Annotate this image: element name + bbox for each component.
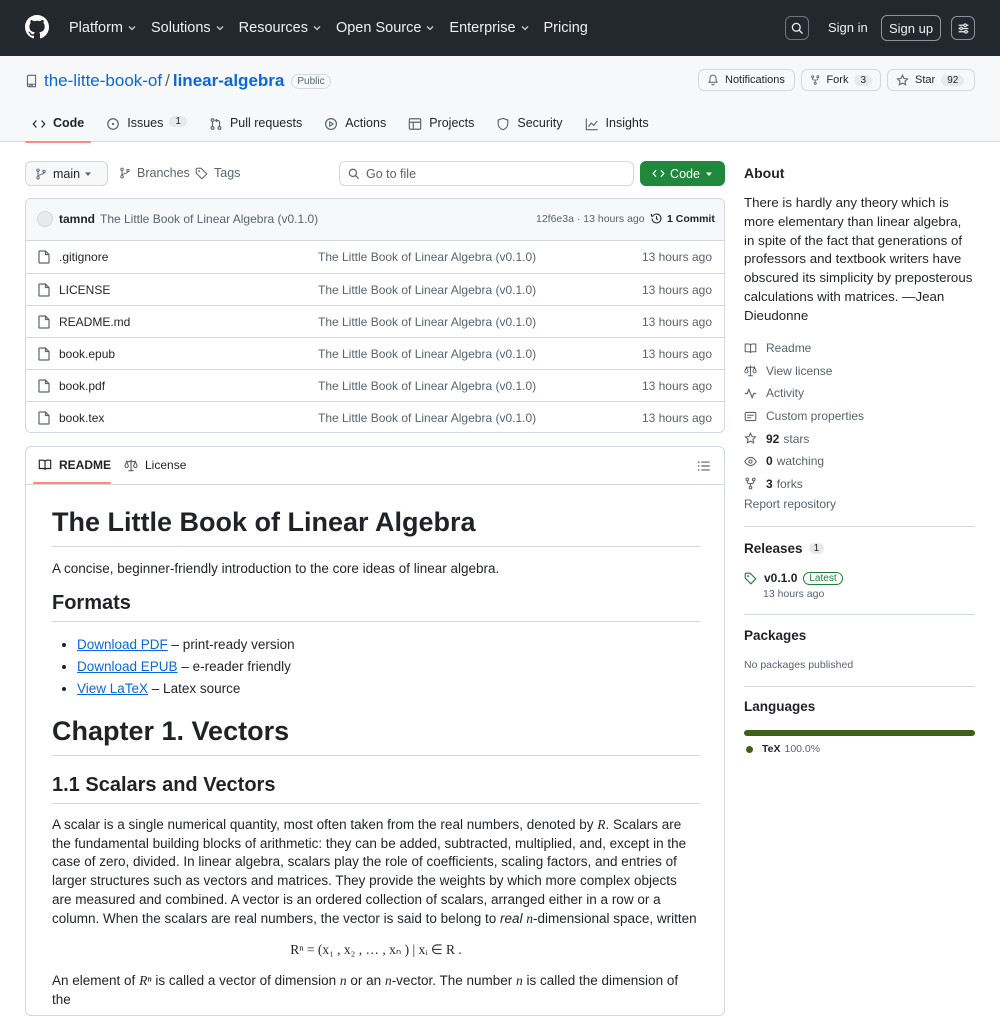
chevron-down-icon <box>425 23 435 33</box>
github-logo-icon[interactable] <box>25 15 49 39</box>
chevron-down-icon <box>127 23 137 33</box>
release-tagline <box>744 571 975 585</box>
code-button-label: Code <box>670 166 700 181</box>
packages-heading[interactable]: Packages <box>744 628 807 643</box>
nav-open-source-label: Open Source <box>335 20 422 36</box>
nav-platform-label: Platform <box>69 20 123 36</box>
tag-icon <box>744 572 757 585</box>
readme-tabs <box>26 447 724 485</box>
code-dropdown-button[interactable] <box>640 161 725 186</box>
tags-link[interactable] <box>195 166 240 180</box>
release-date: 13 hours ago <box>763 588 825 600</box>
file-icon <box>38 250 50 264</box>
releases-count: 1 <box>809 543 825 554</box>
readme-content <box>52 507 700 1010</box>
nav-resources[interactable] <box>239 20 322 36</box>
readme-link[interactable] <box>744 337 975 360</box>
list-icon[interactable] <box>697 459 711 473</box>
bell-icon <box>707 74 719 86</box>
list-item <box>77 656 700 678</box>
file-icon <box>38 411 50 425</box>
forks-count: 3 <box>766 476 773 491</box>
divider <box>744 526 975 527</box>
file-commit-message[interactable]: The Little Book of Linear Algebra (v0.1.0) <box>318 347 537 361</box>
star-icon <box>896 74 909 87</box>
format-description: – e-reader friendly <box>177 659 291 674</box>
active-tab-underline <box>33 482 111 484</box>
shield-icon <box>496 117 510 131</box>
tab-issues[interactable] <box>99 112 194 142</box>
format-description: – Latex source <box>148 681 241 696</box>
sliders-icon <box>957 22 970 35</box>
list-item <box>77 634 700 656</box>
watching-count: 0 <box>766 454 773 469</box>
table-row[interactable] <box>26 401 724 433</box>
nav-solutions[interactable] <box>151 20 225 36</box>
text-span: -dimensional space, written <box>533 910 697 926</box>
file-list <box>26 241 724 433</box>
search-icon <box>348 168 360 180</box>
scale-icon <box>124 458 138 472</box>
license-link-label: View license <box>766 363 833 378</box>
repo-tabs <box>25 112 664 142</box>
book-icon <box>744 342 757 355</box>
about-heading: About <box>744 165 785 181</box>
file-name-link[interactable]: .gitignore <box>59 250 109 264</box>
readme-title: The Little Book of Linear Algebra <box>52 507 700 547</box>
issues-count: 1 <box>169 116 187 127</box>
paragraph <box>52 816 700 928</box>
commit-sha-time[interactable]: 12f6e3a · 13 hours ago <box>536 213 645 225</box>
commit-author[interactable]: tamnd <box>59 212 95 226</box>
file-commit-message[interactable]: The Little Book of Linear Algebra (v0.1.0) <box>318 283 537 297</box>
top-navbar <box>0 0 1000 56</box>
code-icon <box>652 167 665 180</box>
file-commit-date: 13 hours ago <box>641 411 712 425</box>
download-epub-link[interactable]: Download EPUB <box>77 659 178 674</box>
file-icon <box>38 315 50 329</box>
text-span: is called the dimension of the <box>52 973 679 1007</box>
fork-button[interactable] <box>801 69 881 91</box>
divider <box>744 686 975 687</box>
file-commit-date: 13 hours ago <box>641 379 712 393</box>
fork-label: Fork <box>826 74 849 86</box>
tag-icon <box>195 167 208 180</box>
nav-pricing-label: Pricing <box>543 20 588 36</box>
math-symbol: Rⁿ <box>139 973 152 989</box>
branch-icon <box>35 168 47 180</box>
fork-icon <box>810 74 820 86</box>
nav-enterprise[interactable] <box>449 20 529 36</box>
language-percent: 100.0% <box>784 743 821 755</box>
readme-lead: A concise, beginner-friendly introduction to the core ideas of linear algebra. <box>52 561 500 576</box>
tab-code-label: Code <box>53 116 85 130</box>
visibility-badge: Public <box>291 74 330 89</box>
file-commit-message[interactable]: The Little Book of Linear Algebra (v0.1.0) <box>318 379 537 393</box>
code-icon <box>32 117 46 131</box>
tab-insights-label: Insights <box>605 116 649 130</box>
divider <box>744 614 975 615</box>
star-icon <box>744 432 757 445</box>
chevron-down-icon <box>215 23 225 33</box>
tab-pull-requests-label: Pull requests <box>229 116 303 130</box>
language-color-dot <box>746 746 753 753</box>
graph-icon <box>585 117 599 131</box>
latest-commit-bar <box>26 199 724 241</box>
note-icon <box>744 410 757 423</box>
emphasis: real <box>499 910 523 926</box>
latest-badge: Latest <box>803 572 842 585</box>
star-label: Star <box>915 74 936 86</box>
text-span: . Scalars are the fundamental building blocks of arithmetic: they can be added, subtracted, multiplied, and, except in the case of zero, divided. In linear algebra, scalars play the role of coefficients, scaling factors, and entries of larger structures such as vectors and matrices. They provide the weights by which more complex objects are measured and combined. A vector is an ordered collection of scalars, arranged either in a row or a column. When the scalars are real numbers, the vector is said to belong to <box>52 817 687 926</box>
tab-code[interactable] <box>25 112 91 142</box>
report-repository-link[interactable]: Report repository <box>744 497 837 511</box>
list-item <box>77 678 700 700</box>
avatar[interactable] <box>37 211 53 227</box>
tags-label: Tags <box>214 166 241 180</box>
menu-button[interactable] <box>951 16 975 40</box>
tab-security[interactable] <box>489 112 569 142</box>
nav-pricing[interactable] <box>544 20 588 36</box>
license-link[interactable] <box>744 360 975 383</box>
search-icon <box>791 22 804 35</box>
nav-solutions-label: Solutions <box>151 20 211 36</box>
tab-insights[interactable] <box>578 112 656 142</box>
nav-resources-label: Resources <box>238 20 308 36</box>
file-icon <box>38 379 50 393</box>
file-name-link[interactable]: book.tex <box>59 411 105 425</box>
file-commit-message[interactable]: The Little Book of Linear Algebra (v0.1.0) <box>318 315 537 329</box>
tab-actions[interactable] <box>317 112 393 142</box>
star-count: 92 <box>941 75 964 86</box>
caret-down-icon <box>84 170 92 178</box>
forks-link[interactable] <box>744 473 975 496</box>
release-tag: v0.1.0 <box>764 571 798 585</box>
language-name: TeX <box>762 743 781 755</box>
tab-readme-label: README <box>59 458 112 472</box>
language-item[interactable] <box>744 743 975 755</box>
table-row[interactable] <box>26 273 724 305</box>
file-commit-message[interactable]: The Little Book of Linear Algebra (v0.1.0) <box>318 411 537 425</box>
repo-header <box>0 56 1000 142</box>
activity-link[interactable] <box>744 382 975 405</box>
tab-projects[interactable] <box>401 112 481 142</box>
chapter-heading: Chapter 1. Vectors <box>52 716 700 756</box>
file-name-link[interactable]: book.pdf <box>59 379 106 393</box>
table-row[interactable] <box>26 241 724 273</box>
table-row[interactable] <box>26 337 724 369</box>
repo-title <box>25 71 331 91</box>
file-commit-date: 13 hours ago <box>641 283 712 297</box>
languages-heading: Languages <box>744 699 816 714</box>
nav-open-source[interactable] <box>336 20 435 36</box>
branches-link[interactable] <box>119 166 190 180</box>
book-icon <box>38 458 52 472</box>
file-icon <box>38 347 50 361</box>
file-commit-date: 13 hours ago <box>641 250 712 264</box>
formats-heading: Formats <box>52 592 700 622</box>
stars-count: 92 <box>766 431 780 446</box>
file-browser <box>25 198 725 433</box>
about-links <box>744 337 975 495</box>
view-latex-link[interactable]: View LaTeX <box>77 681 149 696</box>
math-symbol: n <box>339 973 347 989</box>
go-to-file-input[interactable] <box>366 167 616 181</box>
top-nav-menu <box>69 0 602 56</box>
star-button[interactable] <box>887 69 975 91</box>
table-row[interactable] <box>26 369 724 401</box>
file-commit-date: 13 hours ago <box>641 347 712 361</box>
text-span: An element of <box>52 973 140 989</box>
stars-link[interactable] <box>744 427 975 450</box>
custom-properties-link[interactable] <box>744 405 975 428</box>
tab-license[interactable] <box>124 458 186 472</box>
activity-link-label: Activity <box>766 386 805 401</box>
math-symbol: n <box>526 910 534 926</box>
notifications-button[interactable] <box>698 69 795 91</box>
history-icon <box>650 212 663 225</box>
search-button[interactable] <box>785 16 809 40</box>
branches-label: Branches <box>137 166 190 180</box>
math-formula: Rⁿ = (x₁ , x₂ , … , xₙ ) | xᵢ ∈ R . <box>290 942 462 958</box>
tab-license-label: License <box>145 458 187 472</box>
repo-owner-link[interactable]: the-litte-book-of <box>44 71 163 90</box>
nav-platform[interactable] <box>69 20 137 36</box>
custom-properties-label: Custom properties <box>766 409 865 424</box>
repo-name-link[interactable]: linear-algebra <box>172 71 285 90</box>
commits-link[interactable] <box>650 212 715 225</box>
file-name-link[interactable]: LICENSE <box>59 283 111 297</box>
file-commit-message[interactable]: The Little Book of Linear Algebra (v0.1.0) <box>318 250 537 264</box>
stars-label: stars <box>783 431 810 446</box>
repo-icon <box>25 74 38 88</box>
fork-icon <box>744 477 757 490</box>
tab-security-label: Security <box>517 116 563 130</box>
watching-link[interactable] <box>744 450 975 473</box>
file-name-link[interactable]: README.md <box>59 315 131 329</box>
tab-pull-requests[interactable] <box>202 112 309 142</box>
pull-request-icon <box>209 117 223 131</box>
go-to-file-box[interactable] <box>339 161 634 186</box>
language-bar <box>744 730 975 736</box>
readme-link-label: Readme <box>766 341 812 356</box>
about-description: There is hardly any theory which is more elementary than linear algebra, in spite of the fact that generations of professors and textbook writers have obscured its simplicity by preposterous calculations with matrices. —Jean Dieudonne <box>744 195 973 323</box>
file-commit-date: 13 hours ago <box>641 315 712 329</box>
issue-icon <box>106 117 120 131</box>
section-heading: 1.1 Scalars and Vectors <box>52 774 700 804</box>
file-icon <box>38 283 50 297</box>
fork-count: 3 <box>854 75 872 86</box>
commit-count: 1 Commit <box>667 212 715 225</box>
text-span: or an <box>346 973 385 989</box>
math-symbol: R <box>597 817 606 832</box>
branch-selector[interactable] <box>25 161 108 186</box>
forks-label: forks <box>776 476 803 491</box>
eye-icon <box>744 455 757 468</box>
file-name-link[interactable]: book.epub <box>59 347 116 361</box>
tab-actions-label: Actions <box>345 116 387 130</box>
repo-path-separator: / <box>165 71 170 90</box>
caret-down-icon <box>705 170 713 178</box>
play-icon <box>324 117 338 131</box>
table-row[interactable] <box>26 305 724 337</box>
text-span: A scalar is a single numerical quantity, most often taken from the real numbers, denoted by <box>52 817 598 832</box>
watching-label: watching <box>776 454 825 469</box>
paragraph <box>52 972 700 1009</box>
packages-empty-text: No packages published <box>744 659 854 671</box>
tab-projects-label: Projects <box>429 116 475 130</box>
commit-message[interactable]: The Little Book of Linear Algebra (v0.1.0) <box>100 212 319 226</box>
releases-heading[interactable] <box>744 541 975 556</box>
math-symbol: n <box>516 973 523 989</box>
readme-panel <box>25 446 725 1016</box>
scale-icon <box>744 364 757 377</box>
tab-readme[interactable] <box>38 458 111 472</box>
sign-in-link[interactable]: Sign in <box>828 20 868 35</box>
formats-list <box>77 634 700 700</box>
latest-release[interactable] <box>744 571 975 600</box>
sign-up-button[interactable]: Sign up <box>881 15 941 41</box>
table-icon <box>408 117 422 131</box>
nav-enterprise-label: Enterprise <box>449 20 516 36</box>
pulse-icon <box>744 387 757 400</box>
chevron-down-icon <box>520 23 530 33</box>
branch-icon <box>119 167 131 179</box>
math-symbol: n <box>384 973 392 989</box>
download-pdf-link[interactable]: Download PDF <box>77 637 168 652</box>
releases-title: Releases <box>744 541 803 556</box>
format-description: – print-ready version <box>167 637 295 652</box>
chevron-down-icon <box>312 23 322 33</box>
text-span: -vector. The number <box>391 973 516 989</box>
branch-name: main <box>53 166 81 181</box>
text-span: is called a vector of dimension <box>151 973 340 989</box>
notifications-label: Notifications <box>725 74 785 86</box>
tab-issues-label: Issues <box>127 116 164 130</box>
